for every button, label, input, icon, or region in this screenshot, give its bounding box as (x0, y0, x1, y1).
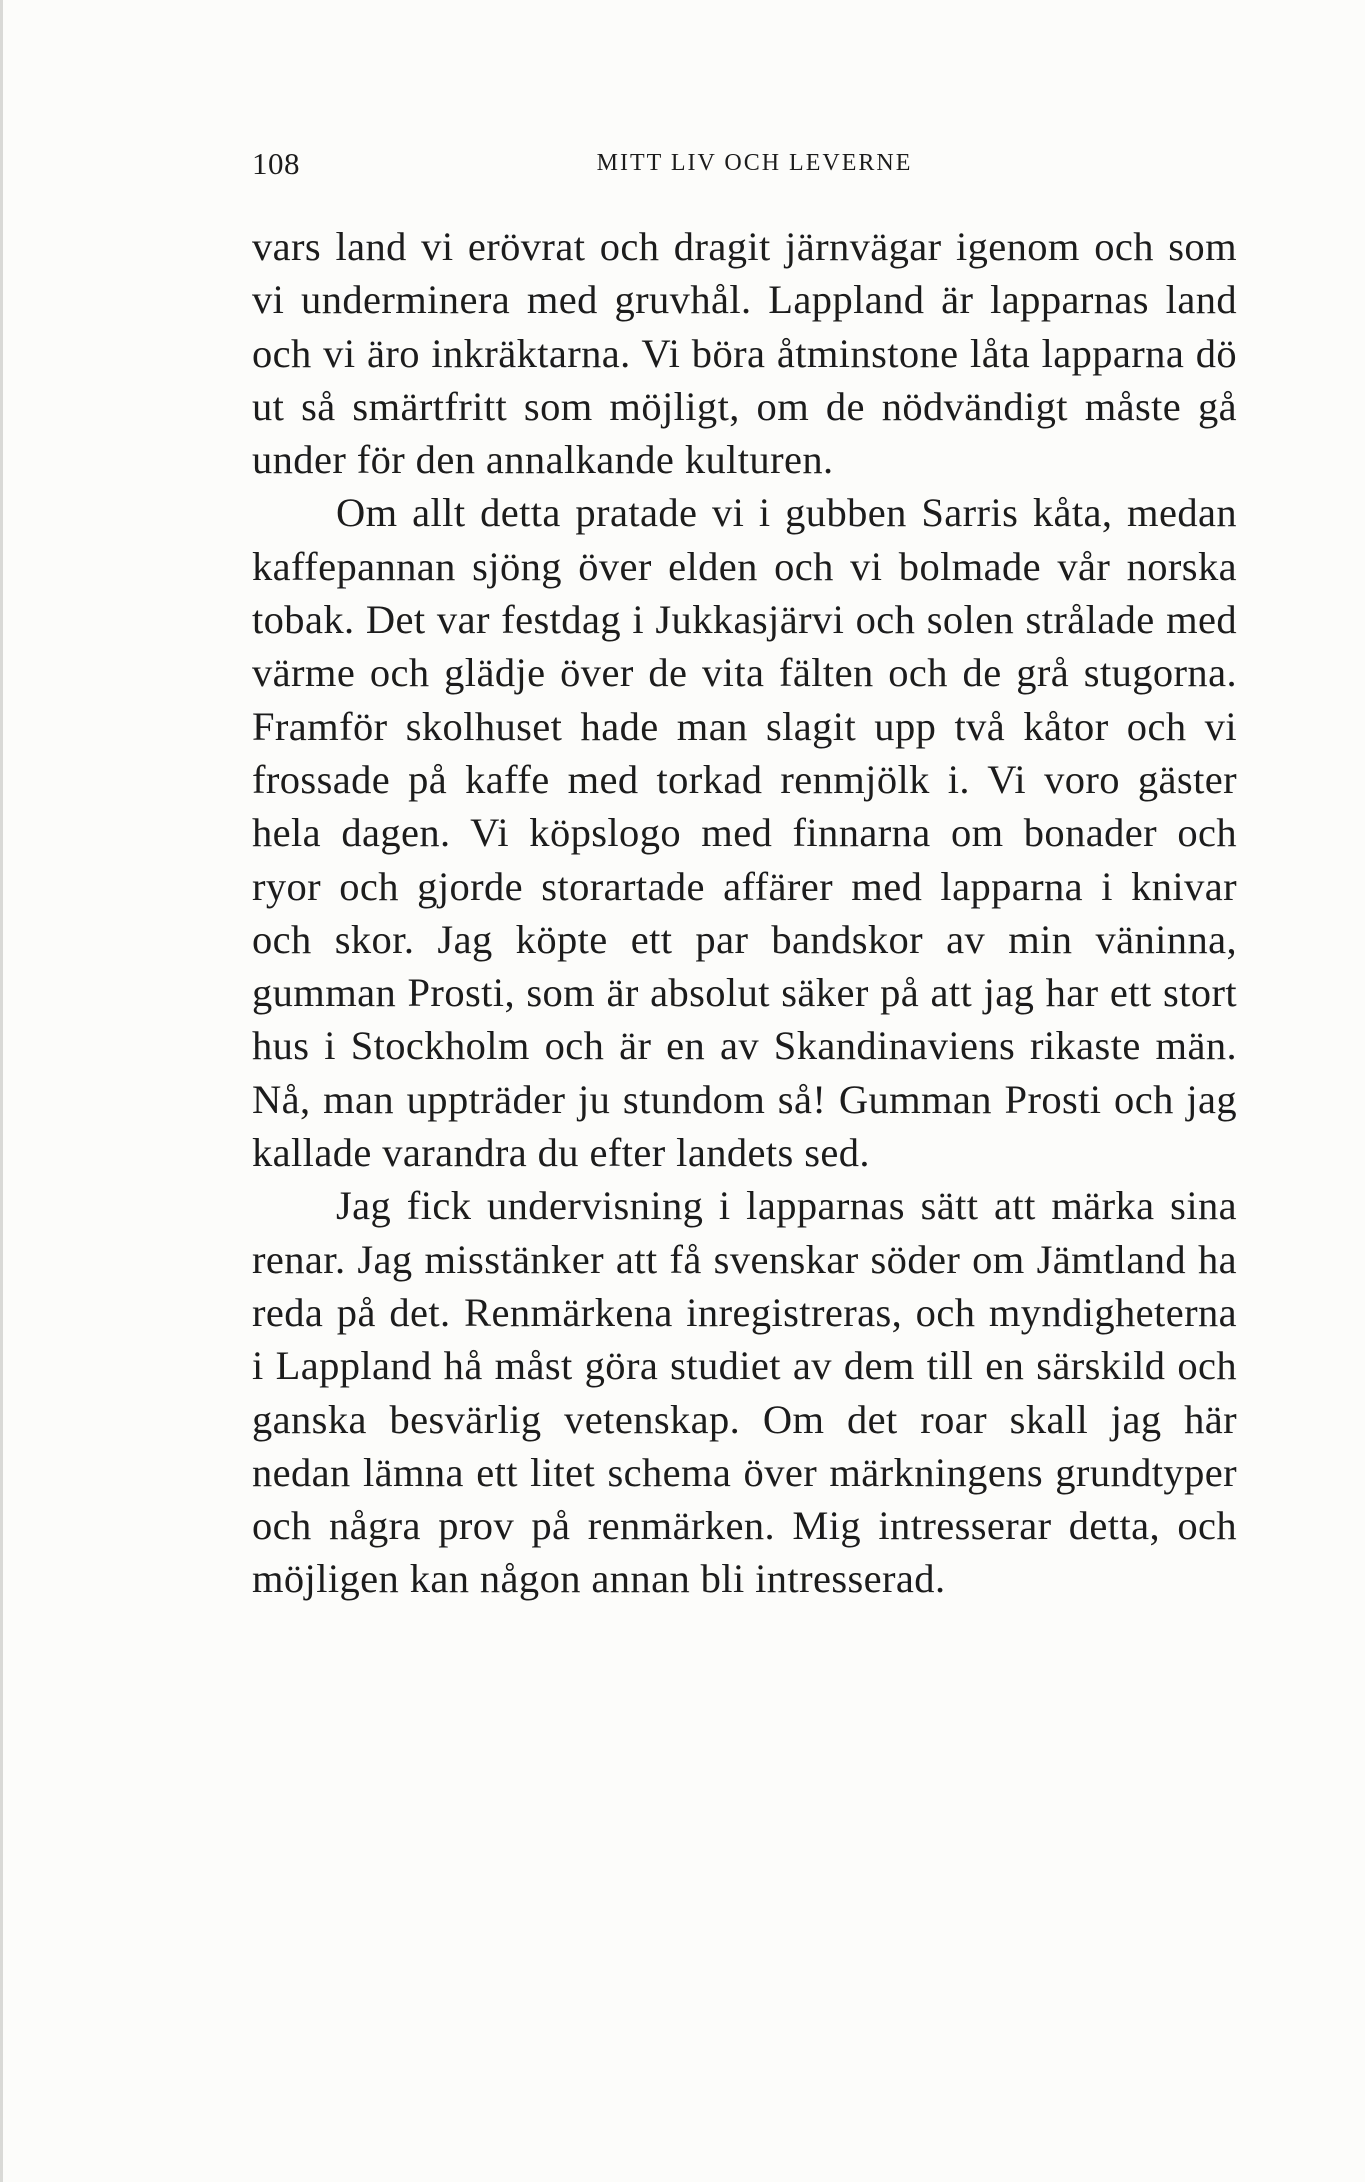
paragraph-1: vars land vi erövrat och dragit järnvägar igenom och som vi underminera med gruvhål. Lappland är lapparnas land och vi äro inkräktarna. Vi böra åtminstone låta lapparna dö ut så smärtfritt som möjligt, om de nödvändigt måste gå under för den annalkande kulturen. (252, 224, 1237, 483)
paragraph-2: Om allt detta pratade vi i gubben Sarris kåta, medan kaffepannan sjöng över elden och vi bolmade vår norska tobak. Det var festdag i Jukkasjärvi och solen strålade med värme och glädje över de vita fälten och de grå stugorna. Framför skolhuset hade man slagit upp två kåtor och vi frossade på kaffe med torkad renmjölk i. Vi voro gäster hela dagen. Vi köpslogo med finnarna om bonader och ryor och gjorde storartade affärer med lapparna i knivar och skor. Jag köpte ett par bandskor av min väninna, gumman Prosti, som är absolut säker på att jag har ett stort hus i Stockholm och är en av Skandinaviens rikaste män. Nå, man uppträder ju stundom så! Gumman Prosti och jag kallade varandra du efter landets sed. (252, 490, 1237, 1176)
page-number: 108 (252, 146, 300, 181)
paragraph-3: Jag fick undervisning i lapparnas sätt att märka sina renar. Jag misstänker att få svenskar söder om Jämtland ha reda på det. Renmärkena inregistreras, och myndigheterna i Lappland hå måst göra studiet av dem till en särskild och ganska besvärlig vetenskap. Om det roar skall jag här nedan lämna ett litet schema över märkningens grundtyper och några prov på renmärken. Mig intresserar detta, och möjligen kan någon annan bli intresserad. (252, 1183, 1237, 1602)
page-edge (0, 0, 3, 2182)
running-title: MITT LIV OCH LEVERNE (596, 150, 913, 176)
body-text (252, 220, 1237, 1606)
page-header (252, 146, 1237, 186)
